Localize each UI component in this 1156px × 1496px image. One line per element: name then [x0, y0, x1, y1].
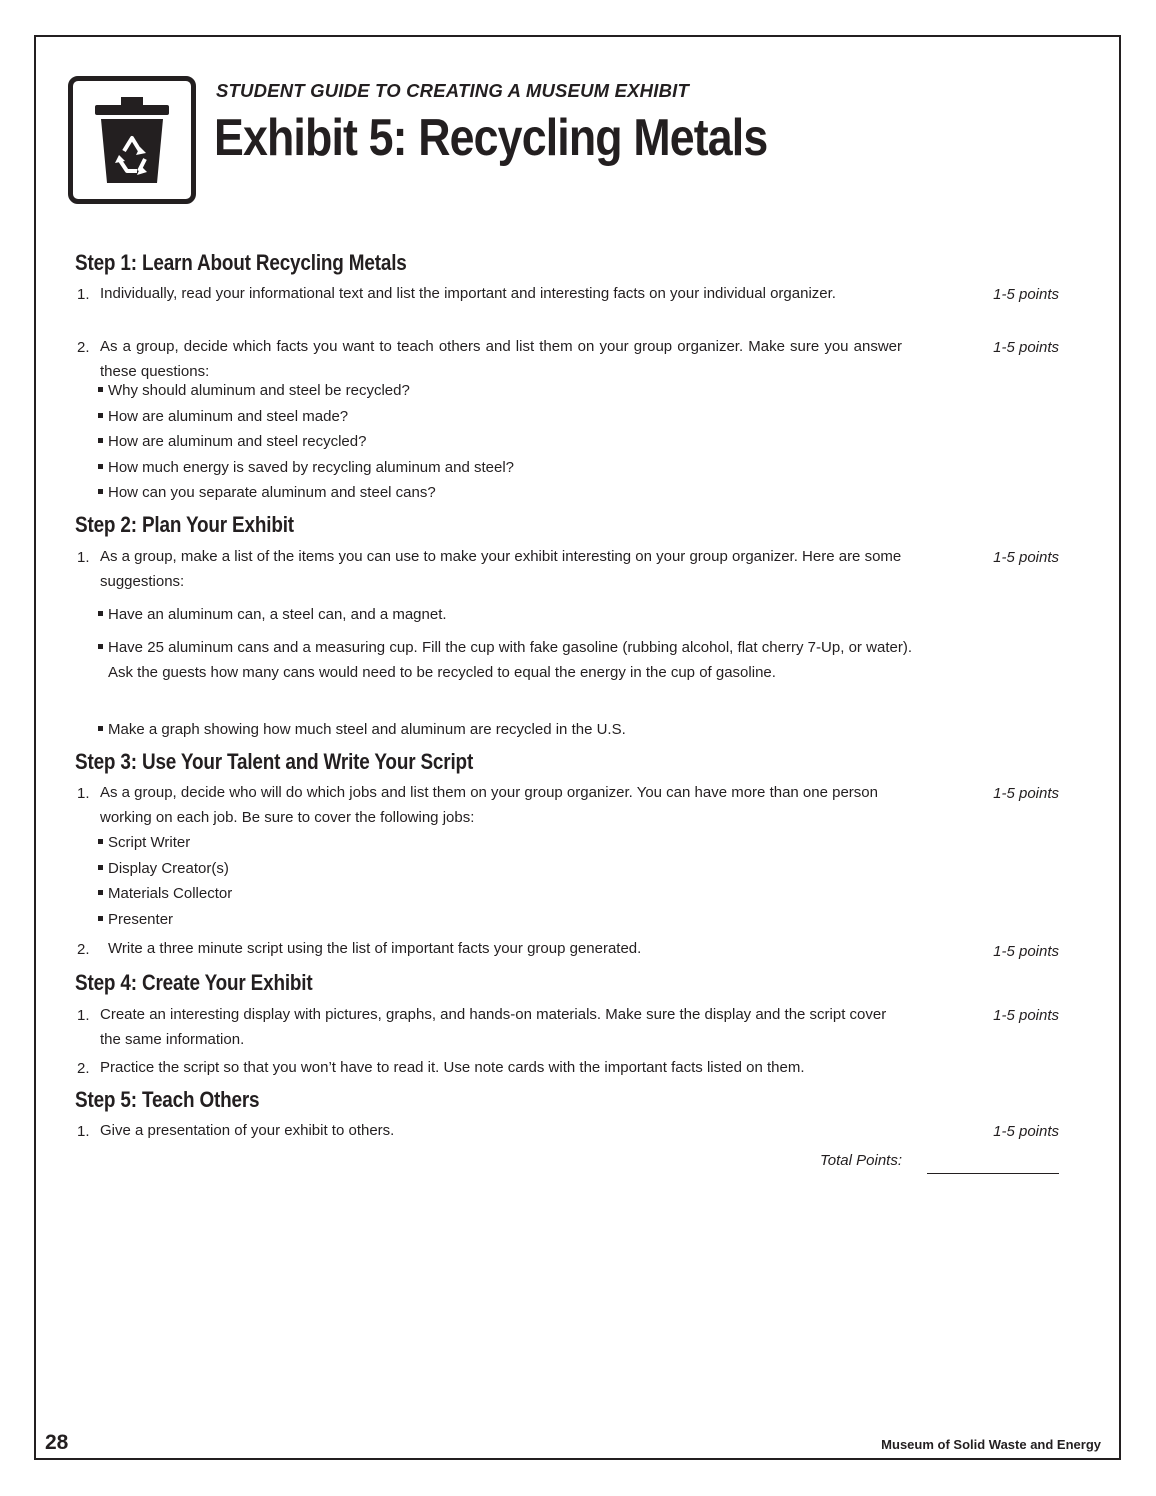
step-2-item-1-number: 1. [77, 549, 90, 566]
step-4-item-1-number: 1. [77, 1007, 90, 1024]
step-5-heading: Step 5: Teach Others [75, 1087, 260, 1112]
list-item: Why should aluminum and steel be recycled? [98, 379, 410, 404]
list-item: How are aluminum and steel made? [98, 405, 348, 430]
list-item: Have 25 aluminum cans and a measuring cup. Fill the cup with fake gasoline (rubbing alcohol, flat cherry 7-Up, or water). Ask the guests how many cans would need to be recycled to equal the energy in the cup of gasoline. [98, 636, 912, 685]
step-3-item-2-number: 2. [77, 941, 90, 958]
list-item: Script Writer [98, 831, 190, 856]
page-title: Exhibit 5: Recycling Metals [214, 109, 768, 167]
step-1-item-2-text: As a group, decide which facts you want to teach others and list them on your group organizer. Make sure you answer these questions: [100, 338, 902, 380]
footer-publisher: Museum of Solid Waste and Energy [881, 1437, 1101, 1452]
step-1-item-2-points: 1-5 points [993, 339, 1059, 356]
recycling-bin-graphic [91, 95, 173, 187]
list-item: How can you separate aluminum and steel cans? [98, 481, 436, 506]
page-border [34, 35, 1121, 1460]
list-item: Materials Collector [98, 882, 232, 907]
total-points-blank [927, 1173, 1059, 1174]
step-1-item-1-text: Individually, read your informational text and list the important and interesting facts on your individual organizer. [100, 285, 836, 302]
total-points-label: Total Points: [820, 1152, 902, 1169]
step-2-item-1-points: 1-5 points [993, 549, 1059, 566]
step-3-item-1-number: 1. [77, 785, 90, 802]
step-4-item-1-text: Create an interesting display with pictures, graphs, and hands-on materials. Make sure the display and the script cover the same information. [100, 1006, 887, 1048]
recycling-bin-icon [68, 76, 196, 204]
step-3-item-1-text: As a group, decide who will do which jobs and list them on your group organizer. You can have more than one person working on each job. Be sure to cover the following jobs: [100, 784, 878, 826]
step-3-item-2-points: 1-5 points [993, 943, 1059, 960]
step-4-item-2-number: 2. [77, 1060, 90, 1077]
list-item: Display Creator(s) [98, 857, 229, 882]
list-item: How much energy is saved by recycling aluminum and steel? [98, 456, 514, 481]
step-3-heading: Step 3: Use Your Talent and Write Your Script [75, 749, 474, 774]
step-4-item-2-text: Practice the script so that you won’t have to read it. Use note cards with the important facts listed on them. [100, 1059, 805, 1076]
guide-subtitle: STUDENT GUIDE TO CREATING A MUSEUM EXHIBIT [216, 80, 689, 101]
step-3-item-1-points: 1-5 points [993, 785, 1059, 802]
list-item: Have an aluminum can, a steel can, and a magnet. [98, 603, 447, 628]
step-1-item-1-points: 1-5 points [993, 286, 1059, 303]
step-1-item-1-number: 1. [77, 286, 90, 303]
step-4-item-1-points: 1-5 points [993, 1007, 1059, 1024]
step-3-item-2-text: Write a three minute script using the list of important facts your group generated. [108, 940, 642, 957]
step-1-item-2-number: 2. [77, 339, 90, 356]
list-item: Presenter [98, 908, 173, 933]
step-5-item-1-number: 1. [77, 1123, 90, 1140]
step-1-heading: Step 1: Learn About Recycling Metals [75, 250, 407, 275]
step-2-heading: Step 2: Plan Your Exhibit [75, 512, 294, 537]
list-item: How are aluminum and steel recycled? [98, 430, 366, 455]
step-2-item-1-text: As a group, make a list of the items you can use to make your exhibit interesting on your group organizer. Here are some suggestions: [100, 548, 902, 590]
step-5-item-1-text: Give a presentation of your exhibit to others. [100, 1122, 395, 1139]
step-5-item-1-points: 1-5 points [993, 1123, 1059, 1140]
list-item: Make a graph showing how much steel and aluminum are recycled in the U.S. [98, 718, 626, 743]
step-4-heading: Step 4: Create Your Exhibit [75, 970, 313, 995]
page-number: 28 [45, 1431, 69, 1454]
